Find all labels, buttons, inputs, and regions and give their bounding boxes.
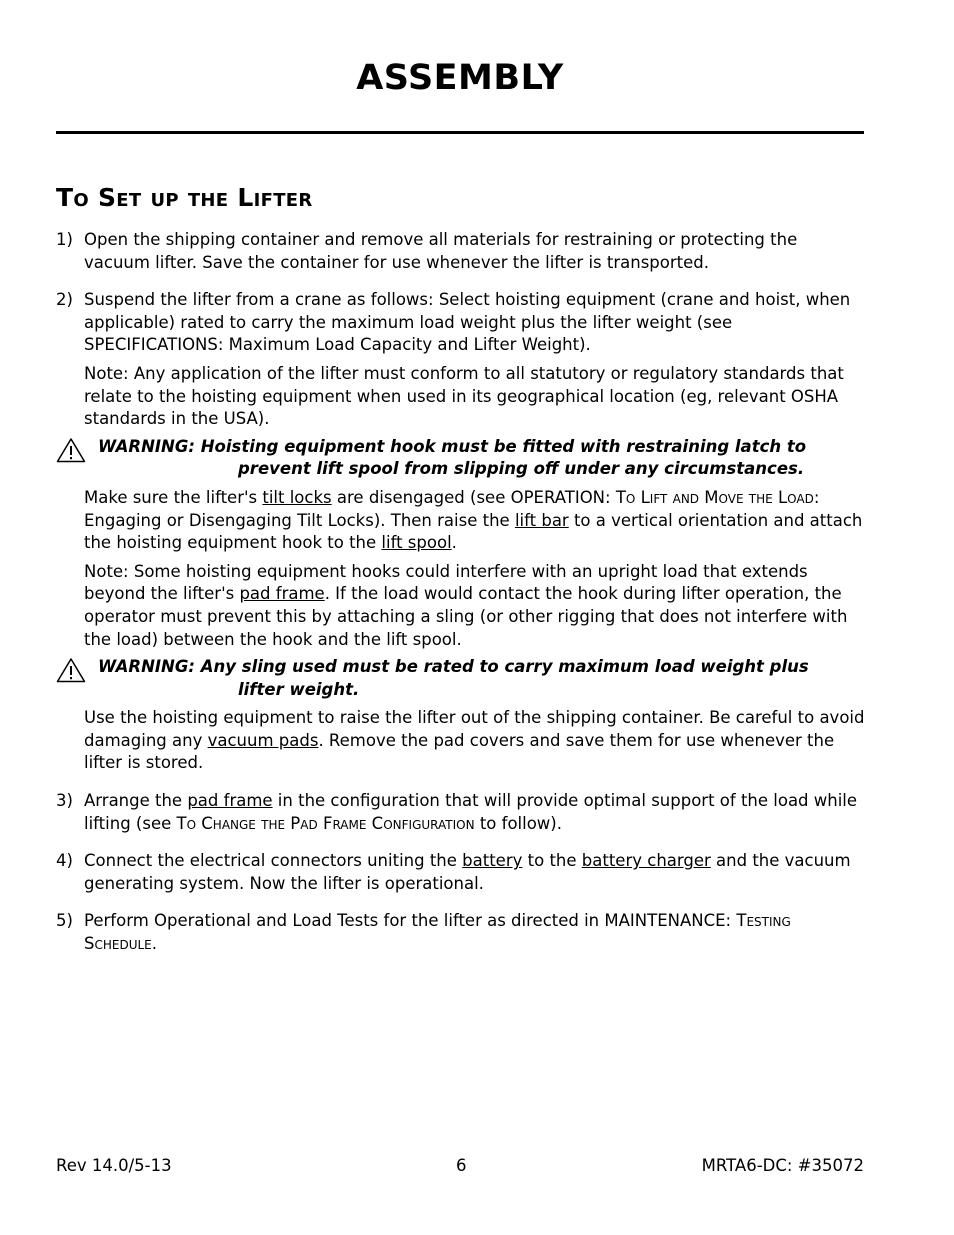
text-run: Arrange the [84,791,188,811]
vacuum-pads-term: vacuum pads [207,730,319,750]
text-run: Connect the electrical connectors uniting the [84,851,463,871]
battery-term: battery [462,851,523,871]
footer-document-id: MRTA6-DC: #35072 [701,1156,864,1175]
warning-triangle-icon [56,437,86,470]
text-run: . Remove the pad covers and save them for use whenever the lifter is stored. [84,730,835,773]
step-3 [56,790,868,835]
text-run: to follow). [474,813,562,833]
text-run: Make sure the lifter's [84,487,263,507]
title-rule [56,131,864,134]
text-run: Perform Operational and Load Tests for the lifter as directed in MAINTENANCE: [84,911,737,931]
step-text: Open the shipping container and remove all materials for restraining or protecting the vacuum lifter. Save the container for use whenever the lifter is transported. [84,230,798,272]
text-run: . [151,934,157,954]
instructions [56,229,868,956]
step-number: 5) [56,911,73,931]
footer-page-number: 6 [456,1156,467,1175]
step-number: 3) [56,791,73,811]
warning-hook-latch [56,436,868,481]
tilt-locks-term: tilt locks [262,487,332,507]
text-run: : Engaging or Disengaging Tilt Locks). Then raise the [84,487,820,530]
pad-frame-term: pad frame [239,584,325,604]
step-number: 4) [56,851,73,871]
text-run: Note: Some hoisting equipment hooks could interfere with an upright load that extends beyond the lifter's [84,561,808,604]
text-run: . [451,533,457,553]
page-title: ASSEMBLY [356,58,564,98]
note-hook-interference [56,561,868,651]
lift-spool-term: lift spool [381,533,452,553]
note-osha [56,363,868,431]
warning-triangle-icon [56,657,86,690]
warning-text-line1: WARNING: Any sling used must be rated to carry maximum load weight plus [98,657,809,677]
step-4 [56,850,868,895]
pad-frame-term: pad frame [187,791,273,811]
note-text: Note: Any application of the lifter must conform to all statutory or regulatory standards that relate to the hoisting equipment when used in its geographical location (eg, relevant OSHA standards in the USA). [84,363,844,429]
lift-bar-term: lift bar [514,510,569,530]
text-run: in the configuration that will provide optimal support of the load while lifting (see [84,791,858,833]
step-number: 1) [56,230,73,249]
warning-text-line2: prevent lift spool from slipping off under any circumstances. [238,459,805,479]
section-title: To Set up the Lifter [56,183,313,212]
text-run: are disengaged (see OPERATION: [331,487,616,507]
text-run: Use the hoisting equipment to raise the lifter out of the shipping container. Be careful to avoid damaging any [84,708,865,750]
text-run: and the vacuum generating system. Now the lifter is operational. [84,851,851,893]
tilt-lock-paragraph [56,487,868,555]
step-number: 2) [56,290,73,310]
text-run: to a vertical orientation and attach the hoisting equipment hook to the [84,510,863,553]
section-reference: To Lift and Move the Load [615,487,814,507]
warning-text-line2: lifter weight. [238,679,360,699]
footer-revision: Rev 14.0/5-13 [56,1156,172,1175]
warning-text-line1: WARNING: Hoisting equipment hook must be fitted with restraining latch to [98,436,807,456]
text-run: . If the load would contact the hook during lifter operation, the operator must prevent this by attaching a sling (or other rigging that does not interfere with the load) between the hook and the lift spool. [84,584,848,649]
battery-charger-term: battery charger [581,851,711,871]
text-run: to the [522,851,582,871]
step-text: Suspend the lifter from a crane as follows: Select hoisting equipment (crane and hoist, when applicable) rated to carry the maximum load weight plus the lifter weight (see SPECIFICATIONS: Maximum Load Capacity and Lifter Weight). [84,290,851,355]
raise-lifter-paragraph [56,707,868,775]
section-reference: Testing Schedule [84,911,791,954]
step-1 [56,229,868,274]
warning-sling-rating [56,656,868,701]
step-2 [56,289,868,357]
section-reference: To Change the Pad Frame Configuration [176,813,475,833]
step-5 [56,910,868,955]
